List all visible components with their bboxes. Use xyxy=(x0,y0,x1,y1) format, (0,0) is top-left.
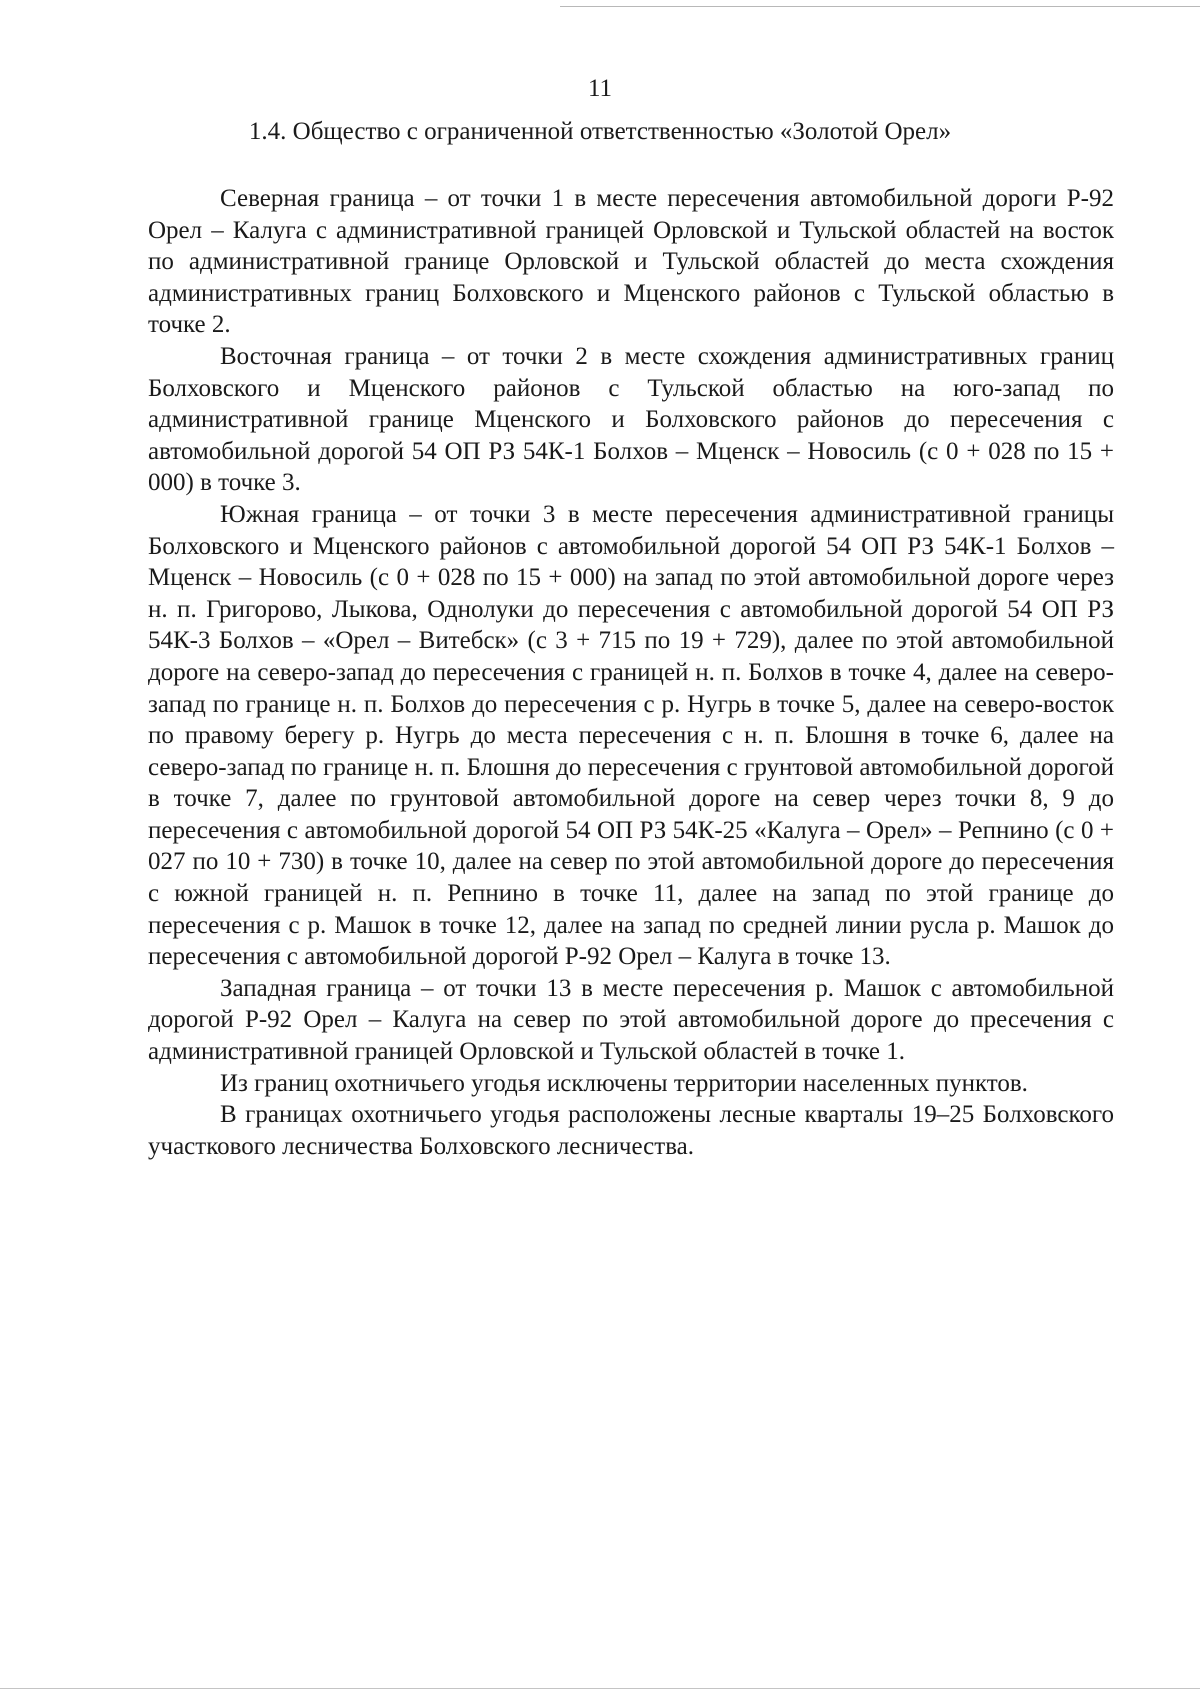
paragraph-east-boundary: Восточная граница – от точки 2 в месте схождения административных границ Болховского и Мценского районов с Тульской областью на юго-запад по административной границе Мценского и Болховского районов до пересечения с автомобильной дорогой 54 ОП РЗ 54К-1 Болхов – Мценск – Новосиль (с 0 + 028 по 15 + 000) в точке 3. xyxy=(148,342,1114,497)
section-title: 1.4. Общество с ограниченной ответственностью «Золотой Орел» xyxy=(248,118,952,145)
paragraph-exclusions: Из границ охотничьего угодья исключены территории населенных пунктов. xyxy=(220,1069,1028,1097)
paragraph-south-boundary: Южная граница – от точки 3 в месте пересечения административной границы Болховского и Мценского районов с автомобильной дорогой 54 ОП РЗ 54К-1 Болхов – Мценск – Новосиль (с 0 + 028 по 15 + 000) на запад по этой автомобильной дороге через н. п. Григорово, Лыкова, Однолуки до пересечения с автомобильной дорогой 54 ОП РЗ 54К-3 Болхов – «Орел – Витебск» (с 3 + 715 по 19 + 729), далее по этой автомобильной дороге на северо-запад до пересечения с границей н. п. Болхов в точке 4, далее на северо-запад по границе н. п. Болхов до пересечения с р. Нугрь в точке 5, далее на северо-восток по правому берегу р. Нугрь до места пересечения с н. п. Блошня в точке 6, далее на северо-запад по границе н. п. Блошня до пересечения с грунтовой автомобильной дорогой в точке 7, далее по грунтовой автомобильной дороге на север через точки 8, 9 до пересечения с автомобильной дорогой 54 ОП РЗ 54К-25 «Калуга – Орел» – Репнино (с 0 + 027 по 10 + 730) в точке 10, далее на север по этой автомобильной дороге до пересечения с южной границей н. п. Репнино в точке 11, далее на запад по этой границе до пересечения с р. Машок в точке 12, далее на запад по средней линии русла р. Машок до пересечения с автомобильной дорогой Р-92 Орел – Калуга в точке 13. xyxy=(148,500,1114,971)
paragraph-north-boundary: Северная граница – от точки 1 в месте пересечения автомобильной дороги Р-92 Орел – Калуга с административной границей Орловской и Тульской областей на восток по административной границе Орловской и Тульской областей до места схождения административных границ Болховского и Мценского районов с Тульской областью в точке 2. xyxy=(148,185,1114,339)
page-number: 11 xyxy=(587,75,613,102)
paragraph-forest-quarters: В границах охотничьего угодья расположены лесные кварталы 19–25 Болховского участкового лесничества Болховского лесничества. xyxy=(148,1101,1114,1160)
document-body xyxy=(148,183,1114,1162)
paragraph-west-boundary: Западная граница – от точки 13 в месте пересечения р. Машок с автомобильной дорогой Р-92 Орел – Калуга на север по этой автомобильной дороге до пресечения с административной границей Орловской и Тульской областей в точке 1. xyxy=(148,974,1114,1066)
scan-edge-bottom xyxy=(0,1688,1200,1689)
scan-edge-top xyxy=(560,6,1200,7)
